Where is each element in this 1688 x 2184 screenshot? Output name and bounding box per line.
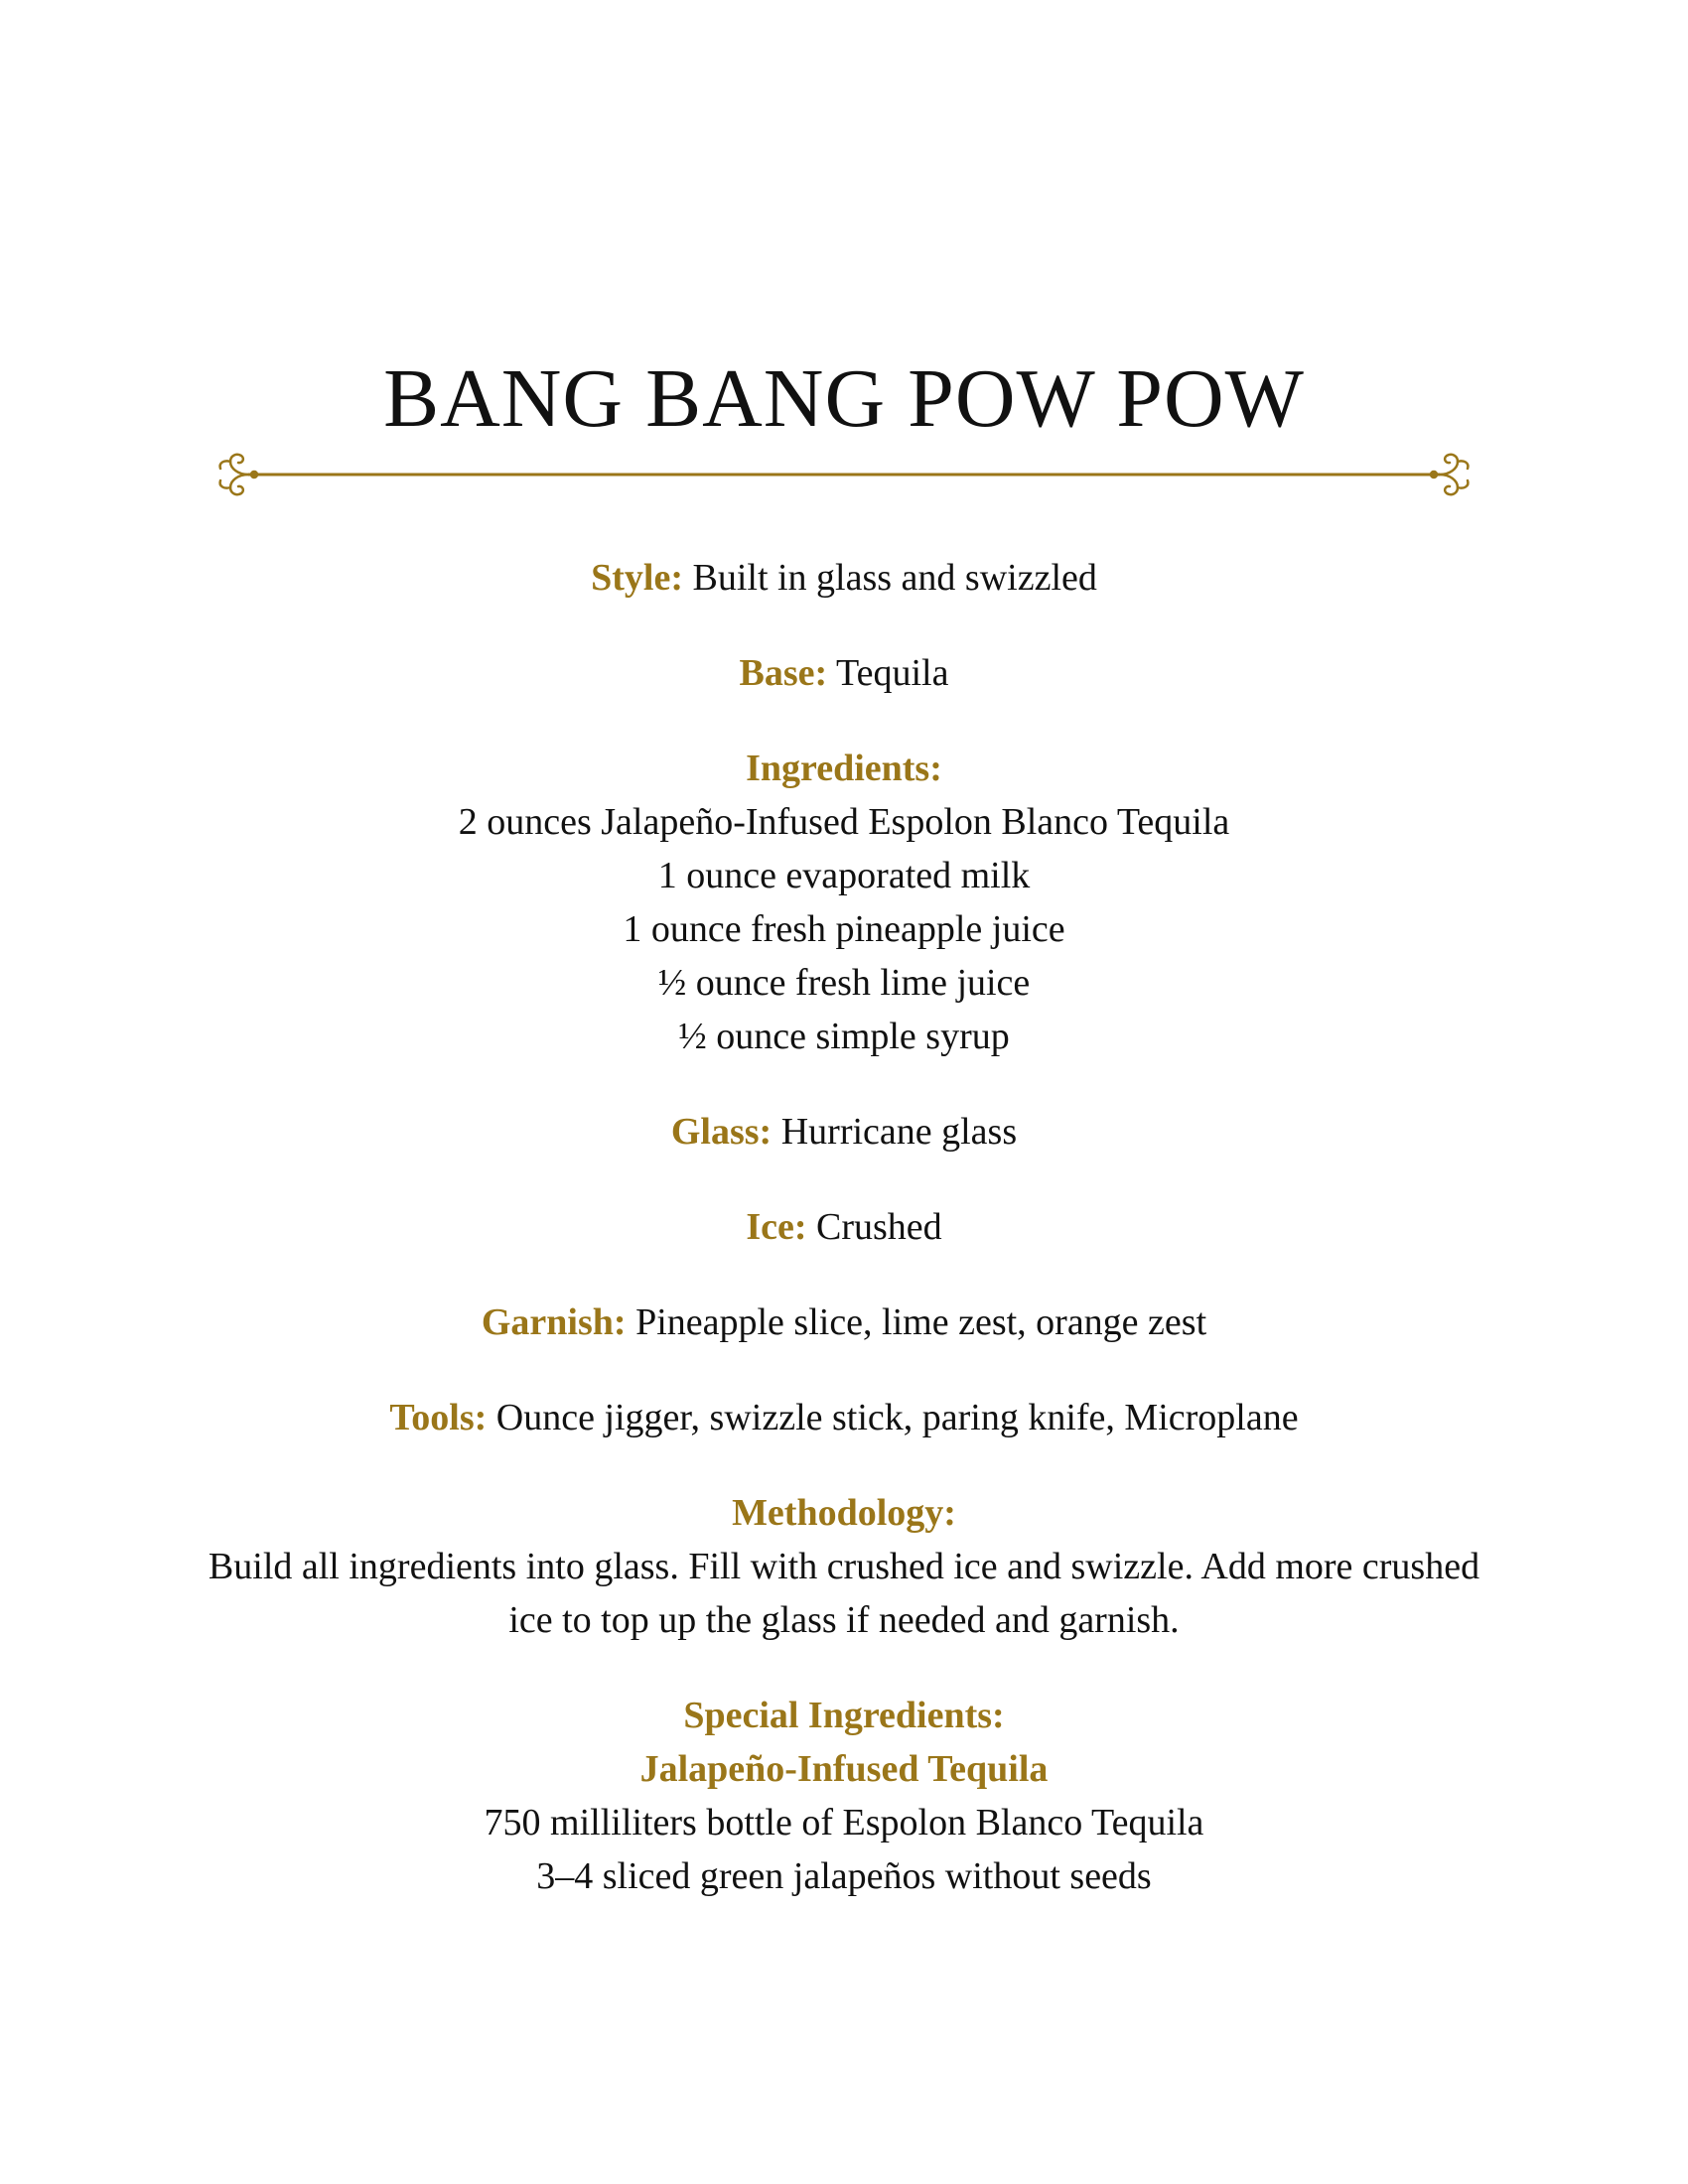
garnish-value: Pineapple slice, lime zest, orange zest bbox=[635, 1301, 1207, 1343]
special-ingredient-item: 3–4 sliced green jalapeños without seeds bbox=[536, 1855, 1152, 1897]
tools-value: Ounce jigger, swizzle stick, paring knife, Microplane bbox=[495, 1397, 1299, 1438]
ingredient-item: 1 ounce fresh pineapple juice bbox=[623, 908, 1065, 950]
flourish-right-icon bbox=[1431, 455, 1468, 494]
ingredient-item: ½ ounce fresh lime juice bbox=[657, 962, 1031, 1004]
special-ingredients-label: Special Ingredients: bbox=[683, 1695, 1005, 1736]
methodology-label: Methodology: bbox=[732, 1492, 956, 1534]
base-value: Tequila bbox=[836, 652, 949, 694]
ice-label: Ice: bbox=[746, 1206, 807, 1248]
glass-row bbox=[149, 1105, 1539, 1159]
methodology-text: Build all ingredients into glass. Fill with crushed ice and swizzle. Add more crushed ice to top up the glass if needed and garnish. bbox=[208, 1546, 1480, 1641]
flourish-left-icon bbox=[220, 455, 257, 494]
glass-value: Hurricane glass bbox=[780, 1111, 1018, 1153]
ingredient-item: 2 ounces Jalapeño-Infused Espolon Blanco Tequila bbox=[458, 801, 1230, 843]
base-row bbox=[149, 646, 1539, 700]
style-row bbox=[149, 551, 1539, 605]
recipe-title: BANG BANG POW POW bbox=[383, 352, 1305, 445]
ornamental-divider bbox=[209, 445, 1479, 504]
tools-label: Tools: bbox=[389, 1397, 488, 1438]
base-label: Base: bbox=[739, 652, 828, 694]
ice-row bbox=[149, 1200, 1539, 1254]
garnish-label: Garnish: bbox=[481, 1301, 627, 1343]
ingredient-item: ½ ounce simple syrup bbox=[678, 1016, 1010, 1057]
garnish-row bbox=[149, 1296, 1539, 1349]
glass-label: Glass: bbox=[670, 1111, 773, 1153]
methodology-section bbox=[149, 1486, 1539, 1647]
ingredients-label: Ingredients: bbox=[746, 748, 942, 789]
style-value: Built in glass and swizzled bbox=[692, 557, 1097, 599]
style-label: Style: bbox=[591, 557, 683, 599]
recipe-details bbox=[149, 551, 1539, 1945]
special-ingredient-item: 750 milliliters bottle of Espolon Blanco Tequila bbox=[484, 1802, 1204, 1843]
ingredient-item: 1 ounce evaporated milk bbox=[657, 855, 1031, 896]
special-ingredients-subtitle: Jalapeño-Infused Tequila bbox=[639, 1748, 1049, 1790]
tools-row bbox=[149, 1391, 1539, 1444]
ingredients-section bbox=[149, 742, 1539, 1063]
ice-value: Crushed bbox=[816, 1206, 942, 1248]
special-ingredients-section bbox=[149, 1689, 1539, 1903]
